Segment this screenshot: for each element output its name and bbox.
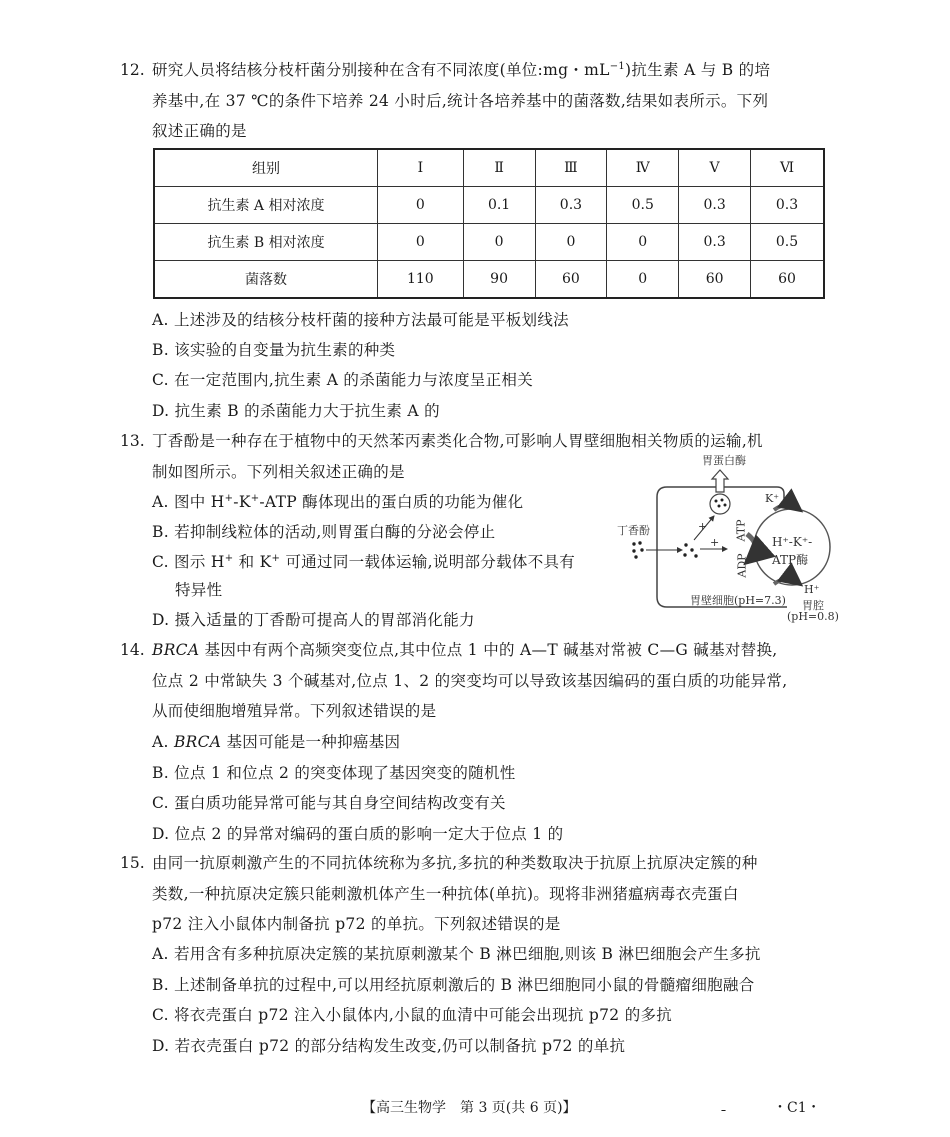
question-stem-line: p72 注入小鼠体内制备抗 p72 的单抗。下列叙述错误的是: [152, 915, 561, 933]
results-table: [153, 148, 825, 299]
potassium-ion-label: K⁺: [765, 492, 780, 505]
question-stem-line: BRCA 基因中有两个高频突变位点,其中位点 1 中的 A—T 碱基对常被 C—G 碱基对替换,: [152, 641, 778, 659]
option-d: D. 位点 2 的异常对编码的蛋白质的影响一定大于位点 1 的: [152, 825, 564, 843]
option-b: B. 上述制备单抗的过程中,可以用经抗原刺激后的 B 淋巴细胞同小鼠的骨髓瘤细胞融合: [152, 976, 755, 994]
question-stem-line: 养基中,在 37 ℃的条件下培养 24 小时后,统计各培养基中的菌落数,结果如表所示。下列: [152, 92, 769, 110]
option-c: C. 图示 H+ 和 K+ 可通过同一载体运输,说明部分载体不具有: [152, 553, 576, 571]
option-c-continued: 特异性: [175, 581, 223, 599]
option-a: A. 图中 H+-K+-ATP 酶体现出的蛋白质的功能为催化: [152, 493, 524, 511]
question-stem-line: 位点 2 中常缺失 3 个碱基对,位点 1、2 的突变均可以导致该基因编码的蛋白质的功能异常,: [152, 672, 788, 690]
parietal-cell-diagram: [612, 452, 837, 627]
option-b: B. 该实验的自变量为抗生素的种类: [152, 341, 396, 359]
pump-label: H⁺-K⁺-: [772, 535, 813, 549]
lumen-ph-label: (pH=0.8): [787, 610, 839, 623]
adp-label: ADP: [735, 553, 749, 578]
lumen-label: 胃腔: [802, 599, 824, 612]
option-d: D. 若衣壳蛋白 p72 的部分结构发生改变,仍可以制备抗 p72 的单抗: [152, 1037, 626, 1055]
option-a: A. 若用含有多种抗原决定簇的某抗原刺激某个 B 淋巴细胞,则该 B 淋巴细胞会产生多抗: [152, 945, 761, 963]
question-stem-line: 从而使细胞增殖异常。下列叙述错误的是: [152, 702, 437, 720]
question-stem-line: 丁香酚是一种存在于植物中的天然苯丙素类化合物,可影响人胃壁细胞相关物质的运输,机: [152, 432, 763, 450]
question-stem-line: 制如图所示。下列相关叙述正确的是: [152, 463, 405, 481]
option-b: B. 若抑制线粒体的活动,则胃蛋白酶的分泌会停止: [152, 523, 496, 541]
option-b: B. 位点 1 和位点 2 的突变体现了基因突变的随机性: [152, 764, 516, 782]
plus-sign: +: [698, 520, 708, 533]
plus-sign: +: [710, 536, 720, 549]
question-number: 13.: [120, 432, 145, 450]
question-number: 12.: [120, 61, 145, 79]
table-row: 抗生素 A 相对浓度 0 0.1 0.3 0.5 0.3 0.3: [154, 187, 824, 224]
question-number: 15.: [120, 854, 145, 872]
table-row: 菌落数 110 90 60 0 60 60: [154, 261, 824, 299]
pump-label: ATP酶: [772, 553, 809, 567]
page-footer-info: 【高三生物学 第 3 页(共 6 页)】: [362, 1100, 577, 1116]
cell-label: 胃壁细胞(pH=7.3): [690, 594, 786, 607]
eugenol-label: 丁香酚: [617, 524, 650, 537]
question-stem-line: 由同一抗原刺激产生的不同抗体统称为多抗,多抗的种类数取决于抗原上抗原决定簇的种: [152, 854, 758, 872]
option-a: A. BRCA 基因可能是一种抑癌基因: [152, 733, 401, 751]
pepsin-label: 胃蛋白酶: [702, 454, 746, 467]
option-c: C. 在一定范围内,抗生素 A 的杀菌能力与浓度呈正相关: [152, 371, 534, 389]
question-number: 14.: [120, 641, 145, 659]
footer-code: ・C1・: [773, 1100, 821, 1116]
table-header-row: 组别 Ⅰ Ⅱ Ⅲ Ⅳ Ⅴ Ⅵ: [154, 149, 824, 187]
option-d: D. 抗生素 B 的杀菌能力大于抗生素 A 的: [152, 402, 440, 420]
option-d: D. 摄入适量的丁香酚可提高人的胃部消化能力: [152, 611, 475, 629]
question-stem-line: 类数,一种抗原决定簇只能刺激机体产生一种抗体(单抗)。现将非洲猪瘟病毒衣壳蛋白: [152, 885, 739, 903]
option-c: C. 将衣壳蛋白 p72 注入小鼠体内,小鼠的血清中可能会出现抗 p72 的多抗: [152, 1006, 673, 1024]
table-row: 抗生素 B 相对浓度 0 0 0 0 0.3 0.5: [154, 224, 824, 261]
atp-label: ATP: [734, 519, 748, 542]
footer-mark: ˍ: [720, 1097, 727, 1113]
question-stem-line: 研究人员将结核分枝杆菌分别接种在含有不同浓度(单位:mg・$mL^{-1}$)抗生素 A 与 B 的培: [152, 61, 771, 79]
hydrogen-ion-label: H⁺: [804, 583, 820, 596]
option-c: C. 蛋白质功能异常可能与其自身空间结构改变有关: [152, 794, 506, 812]
question-stem-line: 叙述正确的是: [152, 122, 247, 140]
option-a: A. 上述涉及的结核分枝杆菌的接种方法最可能是平板划线法: [152, 311, 569, 329]
